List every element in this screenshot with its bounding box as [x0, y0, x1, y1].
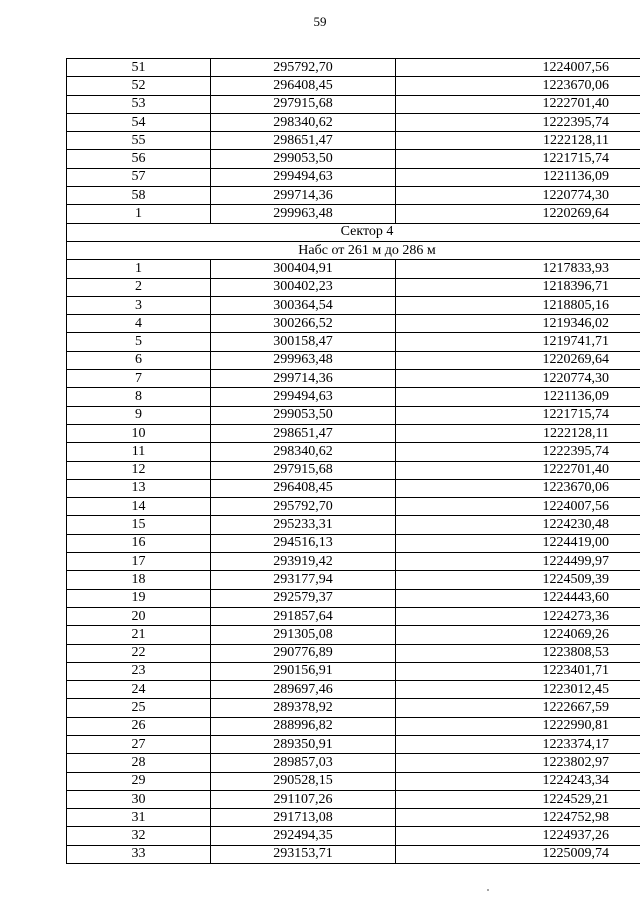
- point-number-cell: 25: [67, 699, 211, 717]
- y-coordinate-cell: 1223808,53: [396, 644, 640, 662]
- table-row: [67, 260, 640, 278]
- table-row: [67, 845, 640, 863]
- y-coordinate-cell: 1223374,17: [396, 735, 640, 753]
- y-coordinate-cell: 1223802,97: [396, 754, 640, 772]
- point-number-cell: 21: [67, 626, 211, 644]
- table-row: [67, 571, 640, 589]
- x-coordinate-cell: 299053,50: [211, 406, 396, 424]
- table-row: [67, 644, 640, 662]
- y-coordinate-cell: 1223012,45: [396, 681, 640, 699]
- x-coordinate-cell: 296408,45: [211, 77, 396, 95]
- table-row: [67, 772, 640, 790]
- point-number-cell: 5: [67, 333, 211, 351]
- y-coordinate-cell: 1224509,39: [396, 571, 640, 589]
- y-coordinate-cell: 1224419,00: [396, 534, 640, 552]
- point-number-cell: 53: [67, 95, 211, 113]
- point-number-cell: 1: [67, 205, 211, 223]
- x-coordinate-cell: 297915,68: [211, 95, 396, 113]
- table-row: [67, 717, 640, 735]
- x-coordinate-cell: 292494,35: [211, 827, 396, 845]
- table-row: [67, 754, 640, 772]
- y-coordinate-cell: 1221136,09: [396, 168, 640, 186]
- point-number-cell: 52: [67, 77, 211, 95]
- x-coordinate-cell: 289350,91: [211, 735, 396, 753]
- x-coordinate-cell: 299963,48: [211, 351, 396, 369]
- point-number-cell: 18: [67, 571, 211, 589]
- point-number-cell: 12: [67, 461, 211, 479]
- y-coordinate-cell: 1225009,74: [396, 845, 640, 863]
- table-row: [67, 187, 640, 205]
- y-coordinate-cell: 1218805,16: [396, 296, 640, 314]
- y-coordinate-cell: 1222701,40: [396, 461, 640, 479]
- point-number-cell: 33: [67, 845, 211, 863]
- point-number-cell: 24: [67, 681, 211, 699]
- point-number-cell: 55: [67, 132, 211, 150]
- table-row: [67, 589, 640, 607]
- table-row: [67, 809, 640, 827]
- point-number-cell: 3: [67, 296, 211, 314]
- table-row: [67, 59, 640, 77]
- y-coordinate-cell: 1224230,48: [396, 516, 640, 534]
- point-number-cell: 20: [67, 607, 211, 625]
- section-row: [67, 241, 640, 259]
- y-coordinate-cell: 1224007,56: [396, 498, 640, 516]
- point-number-cell: 27: [67, 735, 211, 753]
- table-row: [67, 77, 640, 95]
- x-coordinate-cell: 300364,54: [211, 296, 396, 314]
- table-row: [67, 553, 640, 571]
- x-coordinate-cell: 295792,70: [211, 59, 396, 77]
- point-number-cell: 57: [67, 168, 211, 186]
- y-coordinate-cell: 1217833,93: [396, 260, 640, 278]
- sector-title: Сектор 4: [67, 223, 640, 241]
- x-coordinate-cell: 290156,91: [211, 662, 396, 680]
- table-row: [67, 150, 640, 168]
- y-coordinate-cell: 1222667,59: [396, 699, 640, 717]
- section-row: [67, 223, 640, 241]
- point-number-cell: 19: [67, 589, 211, 607]
- y-coordinate-cell: 1224273,36: [396, 607, 640, 625]
- point-number-cell: 22: [67, 644, 211, 662]
- x-coordinate-cell: 289857,03: [211, 754, 396, 772]
- table-row: [67, 424, 640, 442]
- table-row: [67, 662, 640, 680]
- table-row: [67, 205, 640, 223]
- y-coordinate-cell: 1222128,11: [396, 132, 640, 150]
- point-number-cell: 26: [67, 717, 211, 735]
- point-number-cell: 11: [67, 443, 211, 461]
- y-coordinate-cell: 1224443,60: [396, 589, 640, 607]
- table-row: [67, 296, 640, 314]
- x-coordinate-cell: 297915,68: [211, 461, 396, 479]
- table-row: [67, 370, 640, 388]
- y-coordinate-cell: 1223401,71: [396, 662, 640, 680]
- table-row: [67, 406, 640, 424]
- x-coordinate-cell: 289378,92: [211, 699, 396, 717]
- y-coordinate-cell: 1224243,34: [396, 772, 640, 790]
- table-row: [67, 626, 640, 644]
- point-number-cell: 17: [67, 553, 211, 571]
- x-coordinate-cell: 293919,42: [211, 553, 396, 571]
- x-coordinate-cell: 296408,45: [211, 479, 396, 497]
- x-coordinate-cell: 289697,46: [211, 681, 396, 699]
- x-coordinate-cell: 292579,37: [211, 589, 396, 607]
- point-number-cell: 58: [67, 187, 211, 205]
- point-number-cell: 16: [67, 534, 211, 552]
- y-coordinate-cell: 1224937,26: [396, 827, 640, 845]
- table-row: [67, 516, 640, 534]
- x-coordinate-cell: 294516,13: [211, 534, 396, 552]
- y-coordinate-cell: 1222701,40: [396, 95, 640, 113]
- x-coordinate-cell: 300266,52: [211, 315, 396, 333]
- table-row: [67, 479, 640, 497]
- x-coordinate-cell: 291857,64: [211, 607, 396, 625]
- point-number-cell: 6: [67, 351, 211, 369]
- x-coordinate-cell: 290528,15: [211, 772, 396, 790]
- table-row: [67, 681, 640, 699]
- point-number-cell: 29: [67, 772, 211, 790]
- coordinates-table: [66, 58, 640, 864]
- x-coordinate-cell: 299714,36: [211, 370, 396, 388]
- table-row: [67, 461, 640, 479]
- y-coordinate-cell: 1223670,06: [396, 77, 640, 95]
- x-coordinate-cell: 298340,62: [211, 113, 396, 131]
- x-coordinate-cell: 300404,91: [211, 260, 396, 278]
- point-number-cell: 15: [67, 516, 211, 534]
- table-row: [67, 790, 640, 808]
- table-row: [67, 278, 640, 296]
- table-row: [67, 607, 640, 625]
- table-row: [67, 699, 640, 717]
- x-coordinate-cell: 299494,63: [211, 168, 396, 186]
- point-number-cell: 9: [67, 406, 211, 424]
- x-coordinate-cell: 293153,71: [211, 845, 396, 863]
- point-number-cell: 2: [67, 278, 211, 296]
- y-coordinate-cell: 1224529,21: [396, 790, 640, 808]
- table-row: [67, 333, 640, 351]
- x-coordinate-cell: 295233,31: [211, 516, 396, 534]
- y-coordinate-cell: 1219346,02: [396, 315, 640, 333]
- x-coordinate-cell: 299714,36: [211, 187, 396, 205]
- table-row: [67, 534, 640, 552]
- x-coordinate-cell: 291305,08: [211, 626, 396, 644]
- x-coordinate-cell: 300158,47: [211, 333, 396, 351]
- y-coordinate-cell: 1222395,74: [396, 443, 640, 461]
- x-coordinate-cell: 290776,89: [211, 644, 396, 662]
- x-coordinate-cell: 291713,08: [211, 809, 396, 827]
- table-row: [67, 113, 640, 131]
- table-row: [67, 388, 640, 406]
- coordinates-table-body: [67, 59, 640, 864]
- x-coordinate-cell: 299963,48: [211, 205, 396, 223]
- point-number-cell: 8: [67, 388, 211, 406]
- y-coordinate-cell: 1224007,56: [396, 59, 640, 77]
- sector-subtitle: Набс от 261 м до 286 м: [67, 241, 640, 259]
- point-number-cell: 23: [67, 662, 211, 680]
- point-number-cell: 30: [67, 790, 211, 808]
- table-row: [67, 735, 640, 753]
- point-number-cell: 10: [67, 424, 211, 442]
- table-row: [67, 168, 640, 186]
- table-row: [67, 132, 640, 150]
- point-number-cell: 1: [67, 260, 211, 278]
- table-row: [67, 443, 640, 461]
- x-coordinate-cell: 295792,70: [211, 498, 396, 516]
- point-number-cell: 54: [67, 113, 211, 131]
- x-coordinate-cell: 293177,94: [211, 571, 396, 589]
- y-coordinate-cell: 1220774,30: [396, 187, 640, 205]
- x-coordinate-cell: 298651,47: [211, 424, 396, 442]
- y-coordinate-cell: 1224752,98: [396, 809, 640, 827]
- y-coordinate-cell: 1219741,71: [396, 333, 640, 351]
- point-number-cell: 31: [67, 809, 211, 827]
- y-coordinate-cell: 1221715,74: [396, 150, 640, 168]
- x-coordinate-cell: 299053,50: [211, 150, 396, 168]
- x-coordinate-cell: 298651,47: [211, 132, 396, 150]
- y-coordinate-cell: 1221715,74: [396, 406, 640, 424]
- x-coordinate-cell: 300402,23: [211, 278, 396, 296]
- x-coordinate-cell: 298340,62: [211, 443, 396, 461]
- point-number-cell: 28: [67, 754, 211, 772]
- table-row: [67, 351, 640, 369]
- point-number-cell: 14: [67, 498, 211, 516]
- page-number: 59: [313, 14, 327, 29]
- y-coordinate-cell: 1224499,97: [396, 553, 640, 571]
- x-coordinate-cell: 291107,26: [211, 790, 396, 808]
- y-coordinate-cell: 1218396,71: [396, 278, 640, 296]
- table-row: [67, 95, 640, 113]
- y-coordinate-cell: 1221136,09: [396, 388, 640, 406]
- x-coordinate-cell: 288996,82: [211, 717, 396, 735]
- y-coordinate-cell: 1222395,74: [396, 113, 640, 131]
- y-coordinate-cell: 1220774,30: [396, 370, 640, 388]
- scan-speck: [487, 889, 489, 891]
- y-coordinate-cell: 1220269,64: [396, 205, 640, 223]
- table-row: [67, 315, 640, 333]
- table-row: [67, 498, 640, 516]
- point-number-cell: 4: [67, 315, 211, 333]
- y-coordinate-cell: 1220269,64: [396, 351, 640, 369]
- point-number-cell: 32: [67, 827, 211, 845]
- y-coordinate-cell: 1222128,11: [396, 424, 640, 442]
- y-coordinate-cell: 1224069,26: [396, 626, 640, 644]
- point-number-cell: 56: [67, 150, 211, 168]
- point-number-cell: 7: [67, 370, 211, 388]
- table-row: [67, 827, 640, 845]
- point-number-cell: 51: [67, 59, 211, 77]
- point-number-cell: 13: [67, 479, 211, 497]
- y-coordinate-cell: 1222990,81: [396, 717, 640, 735]
- y-coordinate-cell: 1223670,06: [396, 479, 640, 497]
- x-coordinate-cell: 299494,63: [211, 388, 396, 406]
